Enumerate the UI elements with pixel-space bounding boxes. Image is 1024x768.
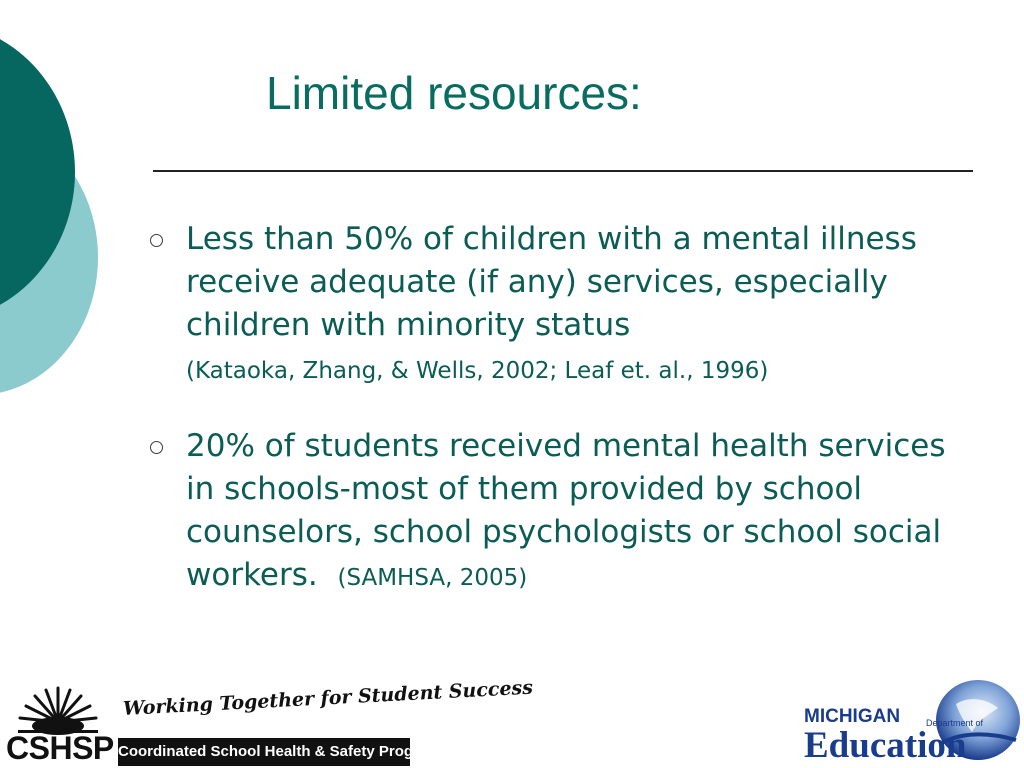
cshsp-acronym: CSHSP bbox=[6, 730, 114, 766]
bullet-citation: (SAMHSA, 2005) bbox=[337, 565, 528, 591]
title-divider bbox=[153, 170, 973, 172]
bullet-citation: (Kataoka, Zhang, & Wells, 2002; Leaf et. al., 1996) bbox=[186, 358, 769, 384]
hollow-bullet-icon bbox=[150, 234, 163, 247]
michigan-education-logo bbox=[800, 672, 1024, 768]
cshsp-tagline: Working Together for Student Success bbox=[122, 676, 534, 720]
mde-department: Department of bbox=[926, 718, 984, 728]
mde-state: MICHIGAN bbox=[804, 706, 901, 727]
hollow-bullet-icon bbox=[150, 441, 163, 454]
bullet-text-block bbox=[186, 218, 970, 393]
bullet-item bbox=[150, 425, 970, 600]
cshsp-program-name: Coordinated School Health & Safety Programs bbox=[118, 738, 410, 766]
slide-title: Limited resources: bbox=[266, 67, 642, 119]
cshsp-logo bbox=[0, 676, 534, 768]
bullet-item bbox=[150, 218, 970, 393]
bullet-text: 20% of students received mental health services in schools-most of them provided by school counselors, school psychologists or school social workers. bbox=[186, 428, 946, 593]
bullet-text-block bbox=[186, 425, 970, 600]
mde-agency: Education bbox=[804, 725, 967, 766]
bullet-text: Less than 50% of children with a mental illness receive adequate (if any) services, especially children with minority status bbox=[186, 221, 917, 343]
